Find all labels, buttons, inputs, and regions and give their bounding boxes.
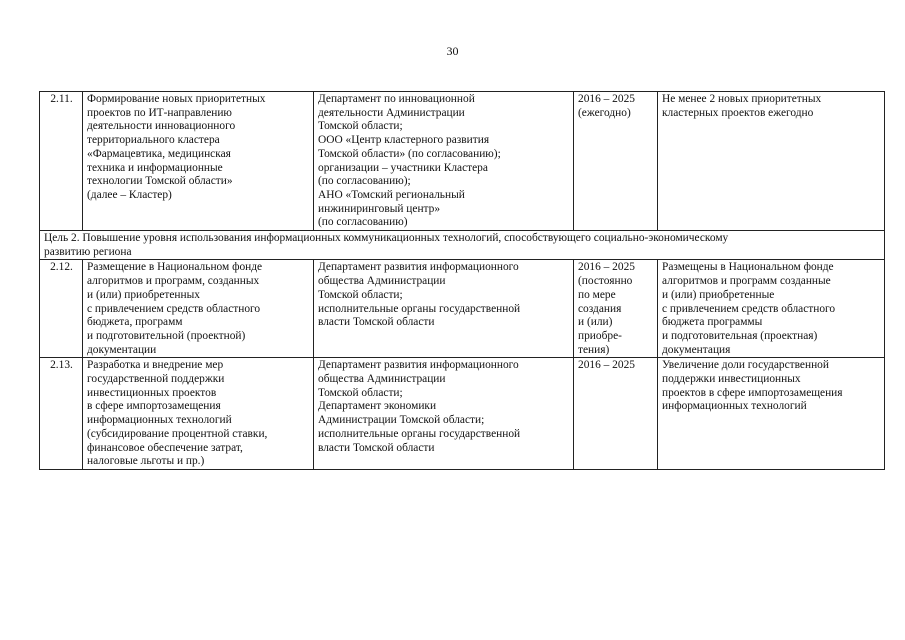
table-row	[40, 92, 885, 231]
item-number-cell: 2.13.	[40, 358, 83, 470]
text-line: развитию региона	[44, 245, 132, 258]
goal-cell	[40, 231, 885, 260]
text-line: Увеличение доли государственной	[662, 359, 829, 372]
text-line: Департамент развития информационного	[318, 261, 519, 274]
text-line: государственной поддержки	[87, 373, 225, 386]
text-line: бюджета программы	[662, 316, 763, 329]
text-line: информационных технологий	[662, 400, 807, 413]
result-cell	[658, 92, 885, 231]
text-line: по мере	[578, 288, 616, 301]
text-line: 2016 – 2025	[578, 359, 635, 372]
text-line: Департамент развития информационного	[318, 359, 519, 372]
measures-table-body	[40, 92, 885, 470]
text-line: приобре-	[578, 329, 622, 342]
text-line: власти Томской области	[318, 441, 435, 454]
text-line: деятельности Администрации	[318, 106, 465, 119]
text-line: создания	[578, 302, 622, 315]
text-line: тения)	[578, 343, 610, 356]
text-line: документация	[662, 343, 731, 356]
text-line: территориального кластера	[87, 134, 220, 147]
text-line: кластерных проектов ежегодно	[662, 106, 814, 119]
text-line: Томской области;	[318, 120, 403, 133]
text-line: информационных технологий	[87, 414, 232, 427]
text-line: ООО «Центр кластерного развития	[318, 134, 490, 147]
executors-cell	[314, 358, 574, 470]
item-number-cell: 2.11.	[40, 92, 83, 231]
text-line: Департамент экономики	[318, 400, 437, 413]
text-line: и (или) приобретенных	[87, 288, 200, 301]
text-line: технологии Томской области»	[87, 175, 233, 188]
period-cell	[574, 260, 658, 358]
text-line: Департамент по инновационной	[318, 93, 475, 105]
goal-row	[40, 231, 885, 260]
text-line: и подготовительная (проектная)	[662, 329, 818, 342]
text-line: 2016 – 2025	[578, 93, 635, 105]
table-row	[40, 358, 885, 470]
text-line: финансовое обеспечение затрат,	[87, 441, 243, 454]
text-line: исполнительные органы государственной	[318, 427, 521, 440]
text-line: и (или) приобретенные	[662, 288, 775, 301]
text-line: с привлечением средств областного	[662, 302, 836, 315]
text-line: документации	[87, 343, 157, 356]
period-cell	[574, 358, 658, 470]
text-line: АНО «Томский региональный	[318, 188, 465, 201]
text-line: общества Администрации	[318, 373, 446, 386]
text-line: Разработка и внедрение мер	[87, 359, 224, 372]
text-line: Томской области;	[318, 288, 403, 301]
result-cell	[658, 358, 885, 470]
text-line: Не менее 2 новых приоритетных	[662, 93, 822, 105]
table-row	[40, 260, 885, 358]
text-line: Формирование новых приоритетных	[87, 93, 266, 105]
text-line: (по согласованию)	[318, 216, 408, 229]
text-line: проектов по ИТ-направлению	[87, 106, 232, 119]
text-line: налоговые льготы и пр.)	[87, 455, 205, 468]
text-line: техника и информационные	[87, 161, 223, 174]
text-line: Администрации Томской области;	[318, 414, 485, 427]
text-line: 2016 – 2025	[578, 261, 635, 274]
executors-cell	[314, 260, 574, 358]
text-line: и подготовительной (проектной)	[87, 329, 246, 342]
text-line: деятельности инновационного	[87, 120, 236, 133]
text-line: инвестиционных проектов	[87, 386, 217, 399]
text-line: бюджета, программ	[87, 316, 183, 329]
text-line: инжиниринговый центр»	[318, 202, 441, 215]
activity-cell	[83, 92, 314, 231]
text-line: исполнительные органы государственной	[318, 302, 521, 315]
text-line: организации – участники Кластера	[318, 161, 488, 174]
text-line: в сфере импортозамещения	[87, 400, 221, 413]
activity-cell	[83, 358, 314, 470]
activity-cell	[83, 260, 314, 358]
text-line: с привлечением средств областного	[87, 302, 261, 315]
text-line: (далее – Кластер)	[87, 188, 172, 201]
measures-table	[39, 91, 885, 470]
text-line: и (или)	[578, 316, 613, 329]
text-line: алгоритмов и программ созданные	[662, 275, 831, 288]
text-line: проектов в сфере импортозамещения	[662, 386, 843, 399]
text-line: алгоритмов и программ, созданных	[87, 275, 260, 288]
text-line: Томской области» (по согласованию);	[318, 147, 501, 160]
text-line: власти Томской области	[318, 316, 435, 329]
text-line: (субсидирование процентной ставки,	[87, 427, 268, 440]
text-line: общества Администрации	[318, 275, 446, 288]
item-number-cell: 2.12.	[40, 260, 83, 358]
text-line: Цель 2. Повышение уровня использования информационных коммуникационных технологий, способствующего социально-экономическому	[44, 232, 729, 245]
text-line: Томской области;	[318, 386, 403, 399]
period-cell	[574, 92, 658, 231]
text-line: поддержки инвестиционных	[662, 373, 801, 386]
result-cell	[658, 260, 885, 358]
text-line: Размещение в Национальном фонде	[87, 261, 263, 274]
executors-cell	[314, 92, 574, 231]
text-line: (по согласованию);	[318, 175, 411, 188]
text-line: Размещены в Национальном фонде	[662, 261, 834, 274]
text-line: (постоянно	[578, 275, 633, 288]
text-line: (ежегодно)	[578, 106, 631, 119]
page-number: 30	[446, 44, 459, 58]
text-line: «Фармацевтика, медицинская	[87, 147, 231, 160]
